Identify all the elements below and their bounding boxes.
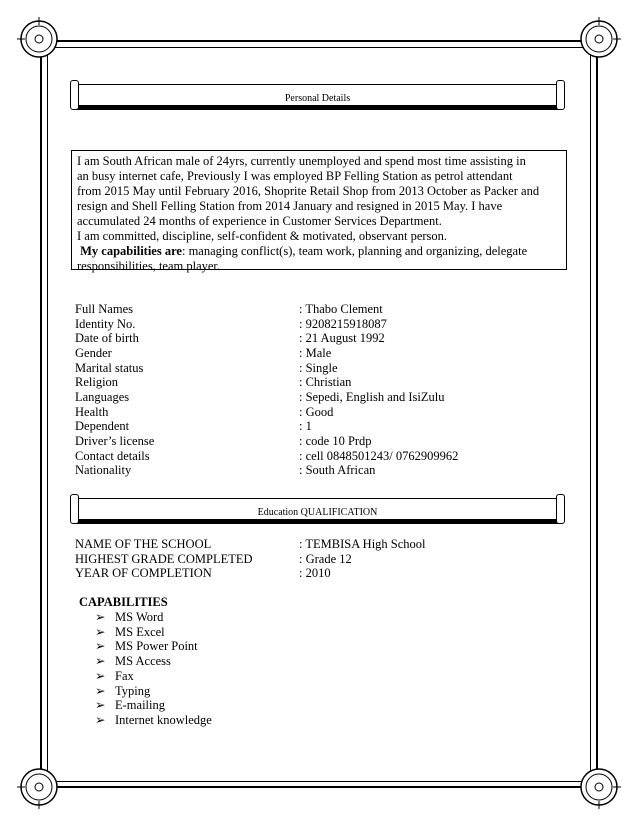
capability-item — [95, 713, 212, 727]
capability-label: Fax — [115, 669, 134, 683]
capability-item — [95, 669, 134, 683]
detail-value: : Sepedi, English and IsiZulu — [299, 390, 445, 404]
capability-label: Typing — [115, 684, 151, 698]
detail-label: Date of birth — [75, 331, 139, 345]
summary-line: resign and Shell Felling Station from 2014 January and resigned in 2015 May. I have — [77, 199, 503, 213]
corner-ornament-icon — [577, 17, 621, 61]
capability-item — [95, 625, 165, 639]
border-right-outer — [596, 40, 598, 788]
capability-item — [95, 654, 171, 668]
education-label: HIGHEST GRADE COMPLETED — [75, 552, 253, 566]
detail-value: : 21 August 1992 — [299, 331, 385, 345]
detail-value: : code 10 Prdp — [299, 434, 372, 448]
detail-label: Driver’s license — [75, 434, 155, 448]
summary-line: I am South African male of 24yrs, currently unemployed and spend most time assisting in — [77, 154, 526, 168]
detail-value: : Thabo Clement — [299, 302, 383, 316]
corner-ornament-icon — [577, 765, 621, 809]
personal-details-banner — [70, 80, 565, 108]
arrow-bullet-icon: ➢ — [95, 698, 106, 712]
capabilities-heading: CAPABILITIES — [79, 595, 168, 609]
detail-label: Marital status — [75, 361, 144, 375]
detail-label: Languages — [75, 390, 130, 404]
arrow-bullet-icon: ➢ — [95, 654, 106, 668]
detail-label: Nationality — [75, 463, 132, 477]
border-top-outer — [40, 40, 598, 42]
detail-value: : cell 0848501243/ 0762909962 — [299, 449, 459, 463]
corner-ornament-icon — [17, 765, 61, 809]
education-value: : 2010 — [299, 566, 331, 580]
detail-value: : Male — [299, 346, 332, 360]
capability-item — [95, 610, 163, 624]
arrow-bullet-icon: ➢ — [95, 684, 106, 698]
summary-capabilities — [77, 244, 561, 259]
summary-line: accumulated 24 months of experience in Customer Services Department. — [77, 214, 442, 228]
capability-label: MS Excel — [115, 625, 165, 639]
detail-label: Gender — [75, 346, 112, 360]
profile-summary — [71, 150, 567, 273]
detail-label: Contact details — [75, 449, 150, 463]
capability-item — [95, 698, 165, 712]
border-right-inner — [590, 44, 591, 784]
capability-item — [95, 684, 150, 698]
detail-label: Dependent — [75, 419, 130, 433]
border-bottom-outer — [40, 786, 598, 788]
summary-line: responsibilities, team player. — [77, 259, 221, 273]
detail-value: : Good — [299, 405, 334, 419]
detail-label: Identity No. — [75, 317, 136, 331]
capabilities-label: My capabilities are — [77, 244, 182, 258]
capability-label: E-mailing — [115, 698, 165, 712]
arrow-bullet-icon: ➢ — [95, 669, 106, 683]
summary-line: an busy internet cafe, Previously I was employed BP Felling Station as petrol attendant — [77, 169, 513, 183]
detail-value: : 1 — [299, 419, 312, 433]
detail-value: : 9208215918087 — [299, 317, 387, 331]
summary-line: from 2015 May until February 2016, Shoprite Retail Shop from 2013 October as Packer and — [77, 184, 540, 198]
capabilities-text: : managing conflict(s), team work, planning and organizing, delegate — [181, 244, 528, 258]
capability-item — [95, 639, 198, 653]
detail-label: Religion — [75, 375, 119, 389]
education-value: : TEMBISA High School — [299, 537, 426, 551]
arrow-bullet-icon: ➢ — [95, 639, 106, 653]
education-label: YEAR OF COMPLETION — [75, 566, 212, 580]
education-label: NAME OF THE SCHOOL — [75, 537, 212, 551]
corner-ornament-icon — [17, 17, 61, 61]
detail-label: Full Names — [75, 302, 133, 316]
arrow-bullet-icon: ➢ — [95, 625, 106, 639]
arrow-bullet-icon: ➢ — [95, 610, 106, 624]
arrow-bullet-icon: ➢ — [95, 713, 106, 727]
border-bottom-inner — [44, 781, 594, 782]
border-left-outer — [40, 40, 42, 788]
capability-label: MS Power Point — [115, 639, 198, 653]
capability-label: MS Access — [115, 654, 171, 668]
border-top-inner — [44, 47, 594, 48]
education-value: : Grade 12 — [299, 552, 352, 566]
detail-value: : South African — [299, 463, 376, 477]
detail-label: Health — [75, 405, 109, 419]
detail-value: : Single — [299, 361, 338, 375]
education-title: Education QUALIFICATION — [257, 508, 378, 518]
personal-details-title: Personal Details — [284, 94, 351, 104]
summary-line: I am committed, discipline, self-confident & motivated, observant person. — [77, 229, 448, 243]
capability-label: Internet knowledge — [115, 713, 212, 727]
detail-value: : Christian — [299, 375, 352, 389]
capability-label: MS Word — [115, 610, 164, 624]
border-left-inner — [47, 44, 48, 784]
education-banner — [70, 494, 565, 522]
